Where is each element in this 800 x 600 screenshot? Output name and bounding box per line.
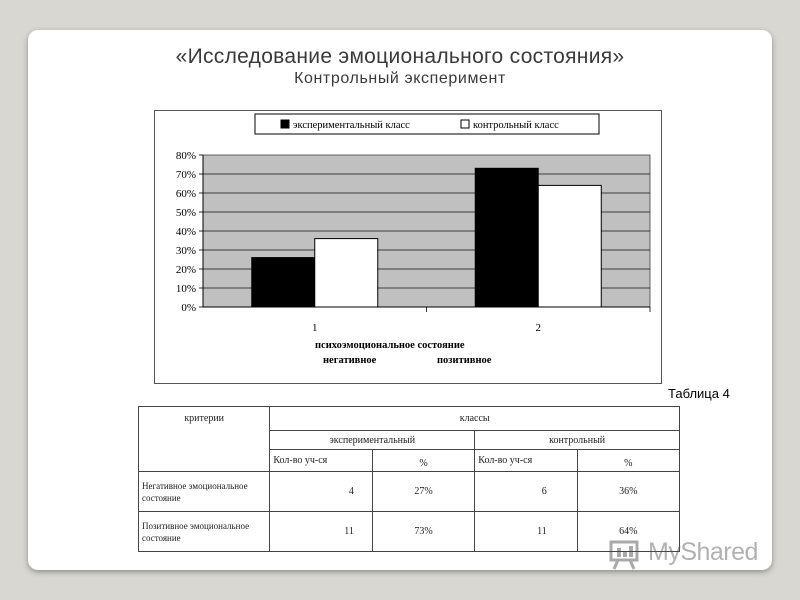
table-caption: Таблица 4 (668, 386, 730, 401)
table-row (139, 472, 680, 512)
legend-label-experimental: экспериментальный класс (293, 120, 410, 131)
table-row (139, 512, 680, 552)
row-exp-pct: 73% (372, 512, 474, 552)
row-exp-count: 4 (270, 472, 372, 512)
y-tick-label: 70% (175, 169, 196, 181)
bar (475, 168, 538, 307)
header-group-experimental: экспериментальный (270, 431, 475, 450)
slide-title: «Исследование эмоционального состояния» (175, 45, 625, 68)
y-tick-label: 30% (175, 245, 196, 257)
x-axis-label-negative: негативное (323, 355, 377, 366)
legend-label-control: контрольный класс (473, 120, 559, 131)
bar-chart (155, 111, 661, 383)
y-tick-label: 10% (175, 283, 196, 295)
y-tick-label: 40% (175, 226, 196, 238)
legend-swatch-experimental (281, 120, 289, 128)
x-axis-label-positive: позитивное (437, 355, 492, 366)
header-group-control: контрольный (475, 431, 680, 450)
bar (538, 185, 601, 307)
presentation-screen-icon (608, 536, 642, 570)
chart-frame (154, 110, 662, 384)
y-tick-label: 0% (181, 302, 196, 314)
bar (252, 258, 315, 307)
header-criteria: критерии (139, 407, 270, 472)
x-tick-label: 1 (312, 322, 318, 334)
y-tick-label: 80% (175, 150, 196, 162)
results-table (138, 406, 680, 552)
row-exp-count: 11 (270, 512, 372, 552)
header-count-experimental: Кол-во уч-ся (270, 450, 372, 472)
row-exp-pct: 27% (372, 472, 474, 512)
x-tick-label: 2 (535, 322, 541, 334)
header-pct-control: % (577, 450, 679, 472)
watermark-text: MyShared (648, 538, 758, 566)
bar (315, 239, 378, 307)
row-ctrl-count: 6 (475, 472, 577, 512)
row-ctrl-pct: 36% (577, 472, 679, 512)
x-axis-label: психоэмоциональное состояние (315, 340, 465, 351)
row-ctrl-count: 11 (475, 512, 577, 552)
watermark (608, 536, 764, 572)
y-tick-label: 60% (175, 188, 196, 200)
row-criterion: Позитивное эмоциональное состояние (139, 512, 270, 552)
legend-swatch-control (461, 120, 469, 128)
header-classes: классы (270, 407, 680, 431)
header-count-control: Кол-во уч-ся (475, 450, 577, 472)
row-criterion: Негативное эмоциональное состояние (139, 472, 270, 512)
row-ctrl-pct: 64% (577, 512, 679, 552)
header-pct-experimental: % (372, 450, 474, 472)
y-tick-label: 50% (175, 207, 196, 219)
y-tick-label: 20% (175, 264, 196, 276)
slide-subtitle: Контрольный эксперимент (294, 70, 506, 87)
legend (255, 114, 599, 134)
